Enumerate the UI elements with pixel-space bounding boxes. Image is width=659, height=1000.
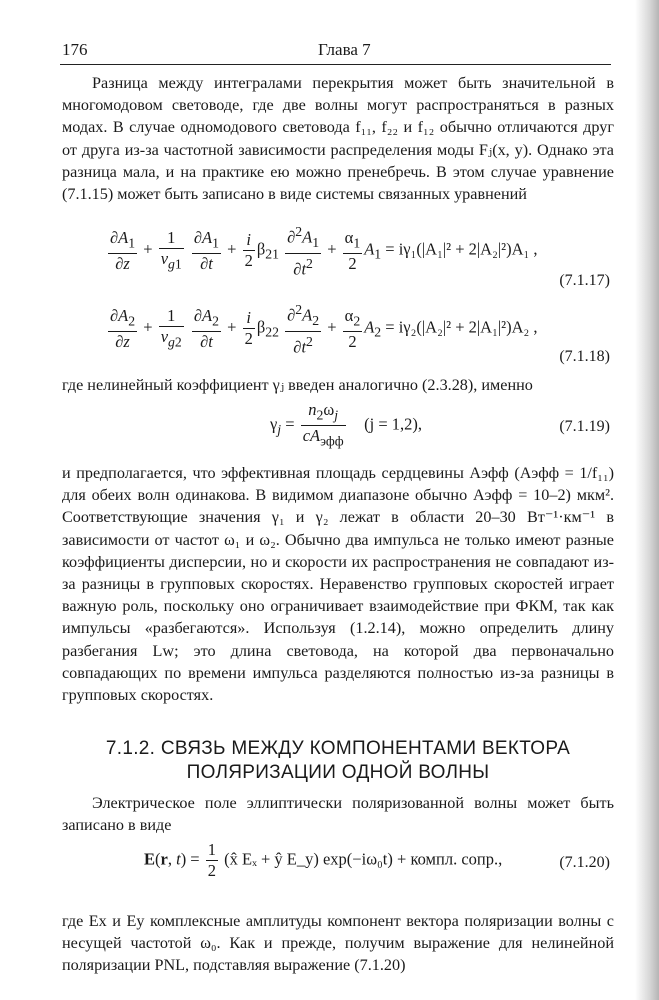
running-header: Глава 7 — [318, 40, 371, 59]
equation-number: (7.1.19) — [559, 418, 610, 435]
page-edge-shadow — [635, 0, 659, 1000]
equation-body: $\frac{\partial A_1}{\partial z}$ + $\frac{1}{v_{g1}}$ $\frac{\partial A_1}{\partial t}$ + $\frac{i}{2}$ $\beta_{21}$ $\frac{\partial^2A_1}{\partial t^2}$ + $\frac{\alpha_1}{2}$ $A_1 = i\gamma_1(|A_1|^2 + 2|A_2|^2)A_1$ , — [110, 224, 538, 279]
paragraph-3: и предполагается, что эффективная площадь сердцевины Aэфф (Aэфф = 1/f₁₁) для обеих волн одинакова. В видимом диапазоне обычно Aэфф = 10–2) мкм². Соответствующие значения γ₁ и γ₂ лежат в области 20–30 Вт⁻¹·км⁻¹ в зависимости от частот ω₁ и ω₂. Обычно два импульса не только имеют разные коэффициенты дисперсии, но и скорости их распространения не совпадают из-за разницы в групповых скоростях. Неравенство групповых скоростей играет важную роль, поскольку оно ограничивает взаимодействие при ФКМ, так как импульсы «разбегаются». Используя (1.2.14), можно определить длину разбегания Lw; это длина световода, на которой два первоначально совпадающих по времени импульса разделяются полностью из-за разницы в групповых скоростях. — [62, 464, 614, 705]
equation-condition: (j = 1,2), — [364, 414, 423, 434]
header-rule — [60, 64, 611, 65]
paragraph-1: Разница между интегралами перекрытия может быть значительной в многомодовом световоде, где две волны могут распространяться в разных модах. В случае одномодового световода f₁₁, f₂₂ и f₁₂ обычно отличаются друг от друга из-за частотной зависимости распределения моды Fⱼ(x, y). Однако эта разница мала, и на практике ею можно пренебречь. В этом случае уравнение (7.1.15) может быть записано в виде системы связанных уравнений — [62, 74, 614, 204]
paragraph-4: Электрическое поле эллиптически поляризованной волны может быть записано в виде — [62, 794, 614, 835]
section-title-line1: СВЯЗЬ МЕЖДУ КОМПОНЕНТАМИ ВЕКТОРА — [160, 738, 571, 759]
equation-body: E(r, t) = $\frac{1}{2}$ (x̂ Eₓ + ŷ E_y) exp(−iω₀t) + компл. сопр., — [144, 840, 503, 880]
equation-rhs: = iγ₁(|A₁|² + 2|A₂|²)A₁ , — [385, 239, 538, 259]
equation-number: (7.1.18) — [559, 348, 610, 365]
equation-rhs: = iγ₂(|A₂|² + 2|A₁|²)A₂ , — [385, 317, 538, 337]
equation-body: $\gamma_j$ = $\frac{n_2\omega_j}{cA_{эфф}}$ (j = 1,2), — [270, 400, 423, 449]
equation-7-1-17 — [62, 222, 614, 292]
section-heading — [62, 737, 614, 785]
equation-7-1-20 — [62, 840, 614, 890]
paragraph-2: где нелинейный коэффициент γⱼ введен аналогично (2.3.28), именно — [62, 376, 533, 394]
equation-7-1-19 — [62, 400, 614, 458]
equation-number: (7.1.17) — [559, 272, 610, 289]
section-number: 7.1.2. — [105, 738, 156, 759]
equation-body: $\frac{\partial A_2}{\partial z}$ + $\frac{1}{v_{g2}}$ $\frac{\partial A_2}{\partial t}$ + $\frac{i}{2}$ $\beta_{22}$ $\frac{\partial^2A_2}{\partial t^2}$ + $\frac{\alpha_2}{2}$ $A_2 = i\gamma_2(|A_2|^2 + 2|A_1|^2)A_2$ , — [110, 302, 538, 357]
section-title-line2: ПОЛЯРИЗАЦИИ ОДНОЙ ВОЛНЫ — [186, 762, 490, 783]
equation-number: (7.1.20) — [559, 854, 610, 871]
equation-7-1-18 — [62, 300, 614, 370]
page-number: 176 — [62, 40, 88, 59]
equation-rhs: (x̂ Eₓ + ŷ E_y) exp(−iω₀t) + компл. сопр., — [224, 849, 503, 869]
paragraph-5: где Ex и Ey комплексные амплитуды компонент вектора поляризации волны с несущей частотой ω₀. Как и прежде, получим выражение для нелинейной поляризации PNL, подставляя выражение (7.1.20) — [62, 912, 614, 975]
